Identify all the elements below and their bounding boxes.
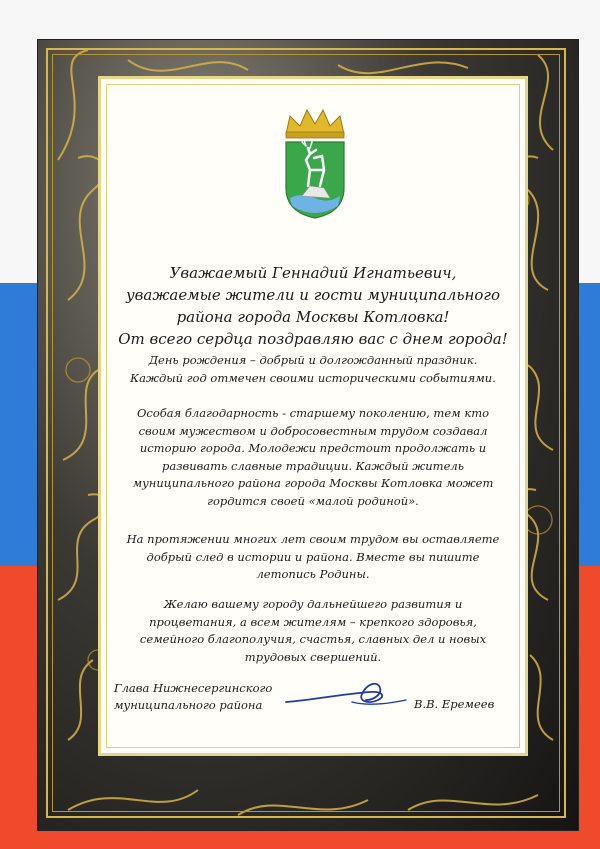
paragraph-1 (112, 352, 514, 387)
paragraph-line: добрый след в истории и района. Вместе вы пишите (146, 549, 480, 564)
paragraph-line: процветания, а всем жителям – крепкого здоровья, (149, 614, 477, 629)
signatory-title-line: Глава Нижнесергинского (114, 681, 273, 695)
paragraph-4 (112, 596, 514, 666)
greeting-line: От всего сердца поздравляю вас с днем города! (118, 330, 508, 348)
paragraph-line: своим мужеством и добросовестным трудом создавал (138, 423, 488, 438)
paragraph-line: семейного благополучия, счастья, славных дел и новых (139, 632, 487, 646)
signatory-title-line: муниципального района (114, 698, 263, 712)
greeting (112, 262, 514, 350)
paragraph-line: летопись Родины. (256, 567, 370, 581)
signatory-title (114, 680, 272, 714)
paragraph-line: На протяжении многих лет своим трудом вы оставляете (126, 532, 500, 546)
paragraph-line: муниципального района города Москвы Котловка может (132, 476, 494, 490)
paragraph-line: историю города. Молодежи предстоит продолжать и (139, 441, 487, 455)
paragraph-line: развивать славные традиции. Каждый житель (162, 458, 464, 473)
paragraph-line: Желаю вашему городу дальнейшего развития и (163, 597, 463, 611)
greeting-line: района города Москвы Котловка! (176, 308, 450, 326)
paragraph-line: Особая благодарность - старшему поколению, тем кто (136, 406, 490, 420)
greeting-line: уважаемые жители и гости муниципального (125, 286, 501, 304)
coat-of-arms-icon (280, 108, 350, 220)
paragraph-line: трудовых свершений. (244, 649, 382, 664)
signatory-name: В.В. Еремеев (414, 697, 495, 711)
paragraph-3 (112, 531, 514, 584)
paragraph-2 (112, 405, 514, 510)
paragraph-line: гордится своей «малой родиной». (207, 493, 419, 508)
handwritten-signature (282, 670, 412, 720)
paragraph-line: Каждый год отмечен своими историческими событиями. (130, 370, 496, 385)
greeting-line: Уважаемый Геннадий Игнатьевич, (169, 264, 457, 282)
paragraph-line: День рождения – добрый и долгожданный праздник. (148, 353, 478, 367)
